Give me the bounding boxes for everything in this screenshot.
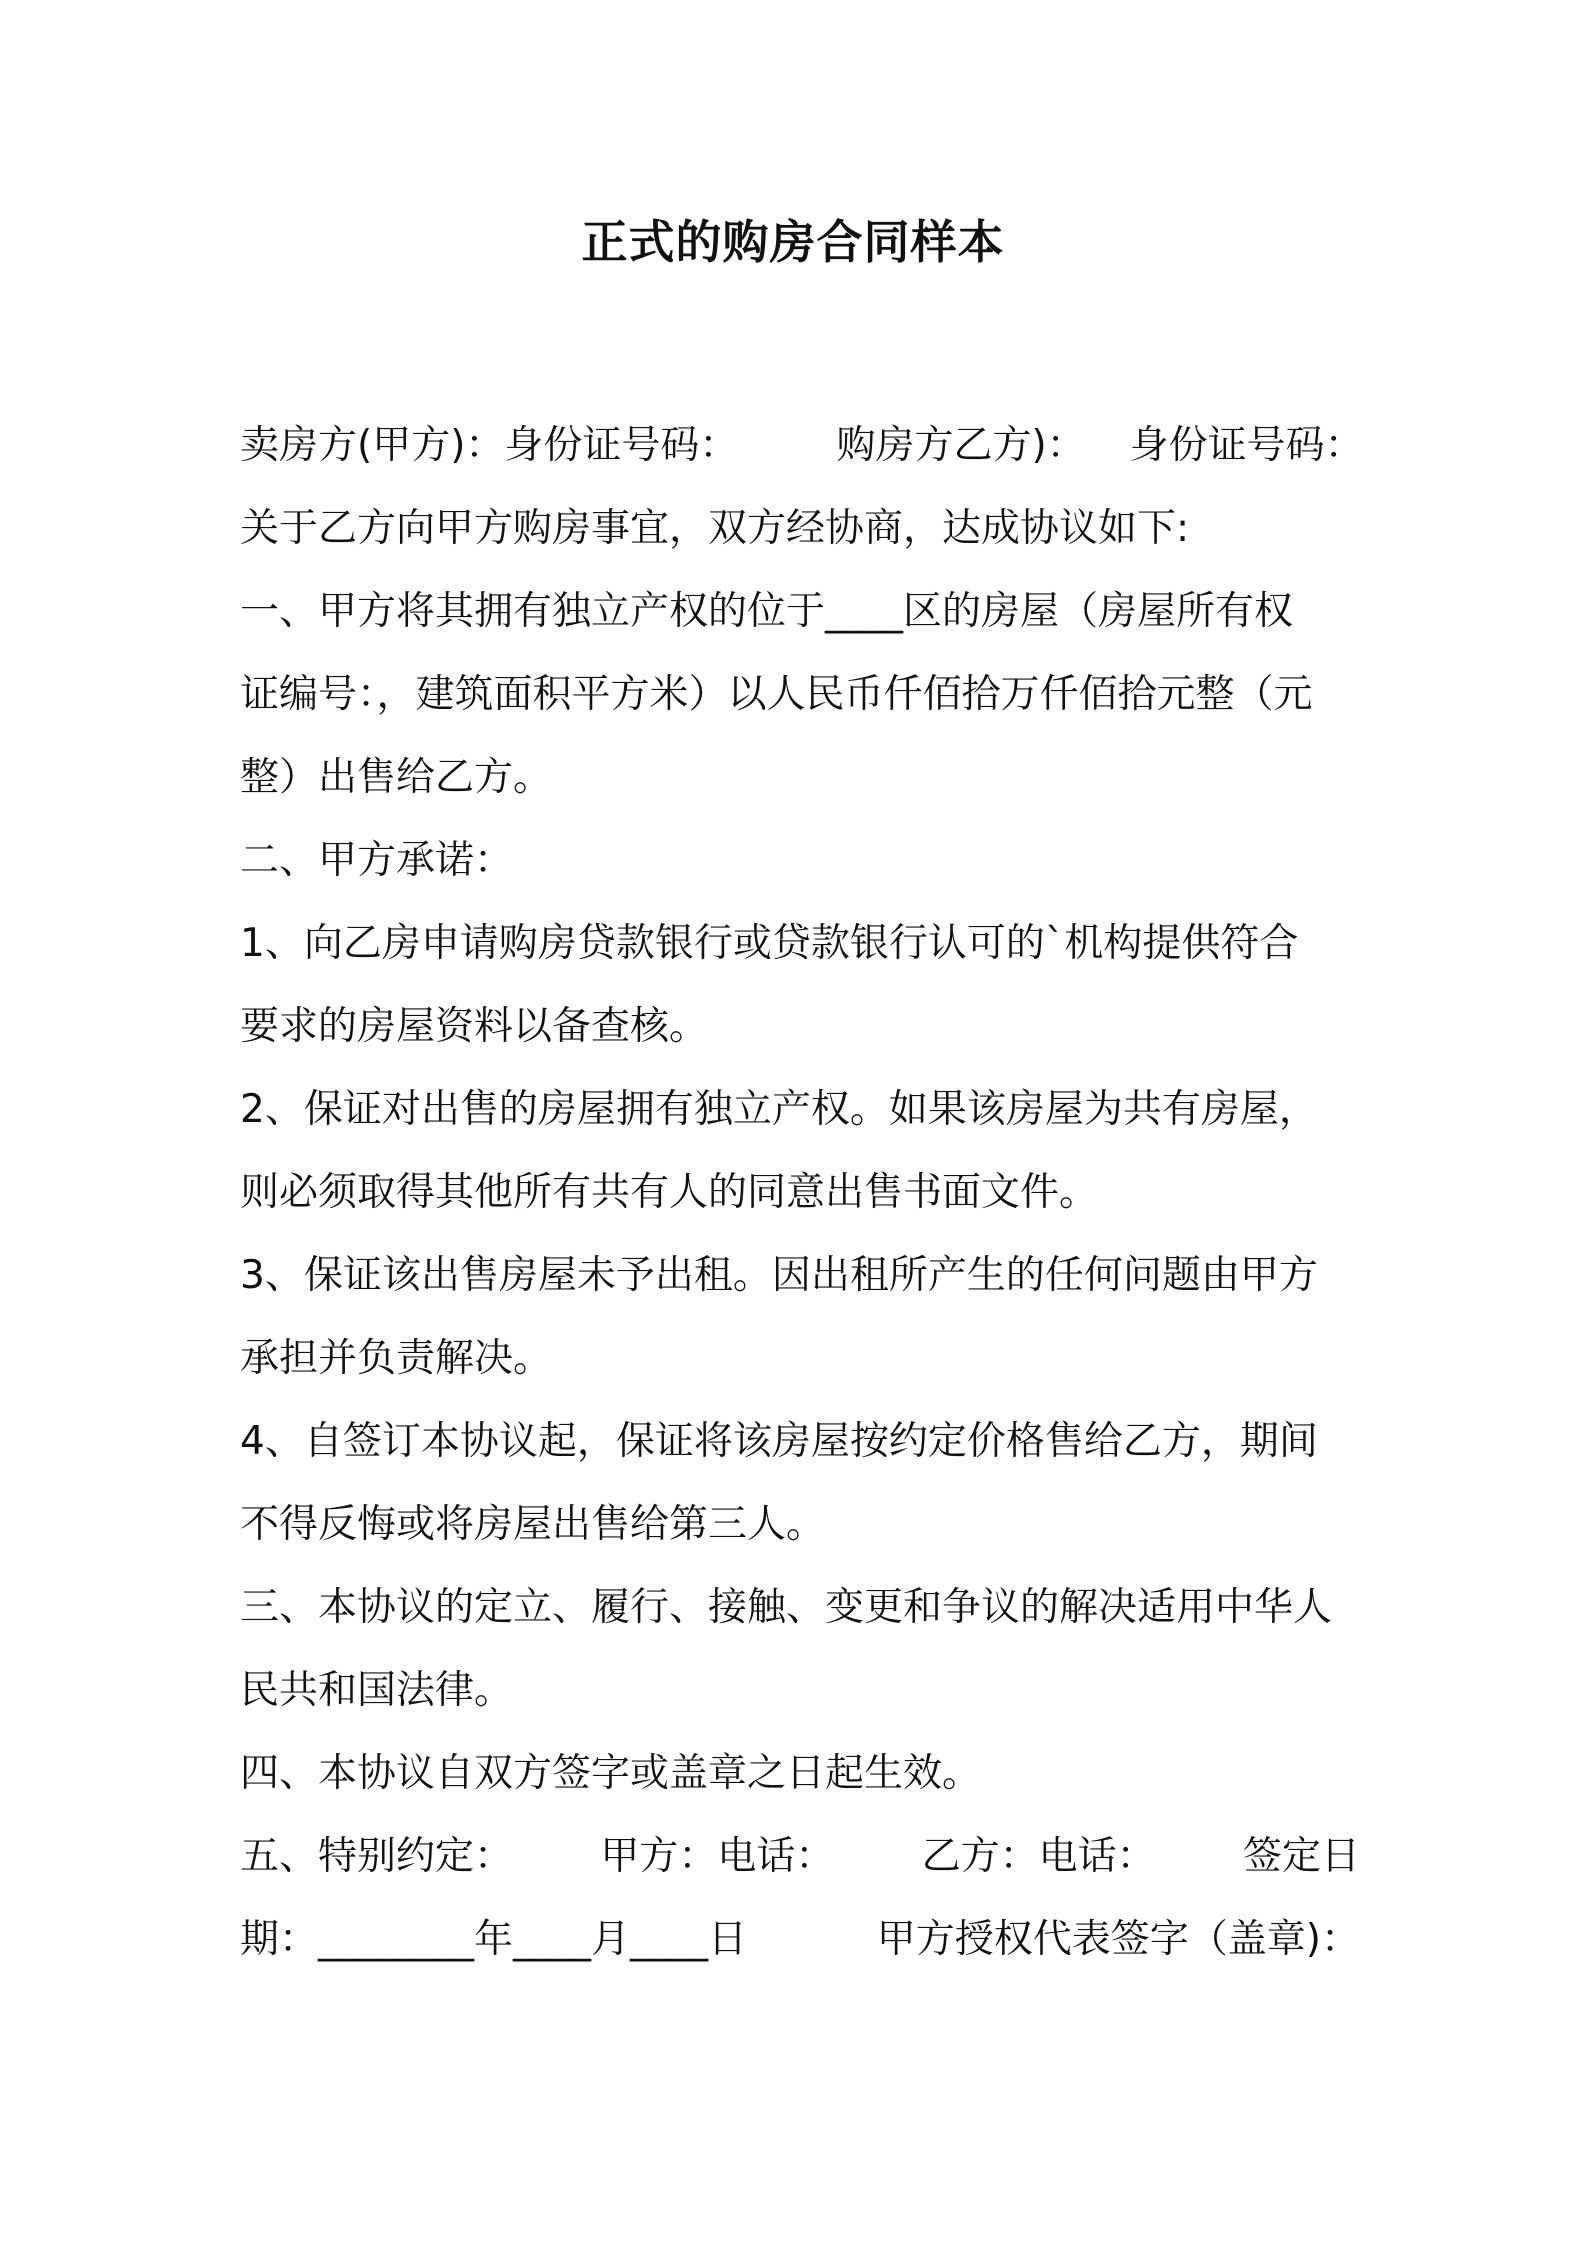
- clause-3-line-2: 民共和国法律。: [240, 1668, 514, 1713]
- item-2-line-2: 则必须取得其他所有共有人的同意出售书面文件。: [240, 1170, 1099, 1215]
- representative-signature-label: 甲方授权代表签字（盖章)：: [876, 1917, 1360, 1962]
- clause-1-line-1: 一、甲方将其拥有独立产权的位于____区的房屋（房屋所有权: [240, 589, 1294, 634]
- document-title: 正式的购房合同样本: [581, 215, 1005, 269]
- party-b-phone-label: 乙方：电话：: [921, 1834, 1156, 1879]
- item-4-line-1: 4、自签订本协议起，保证将该房屋按约定价格售给乙方，期间: [240, 1419, 1318, 1464]
- buyer-label: 购房方乙方)：: [836, 423, 1086, 468]
- clause-3-line-1: 三、本协议的定立、履行、接触、变更和争议的解决适用中华人: [240, 1585, 1333, 1630]
- document-body: [240, 404, 1364, 1981]
- intro-line: 关于乙方向甲方购房事宜，双方经协商，达成协议如下:: [240, 506, 1190, 551]
- clause-4-line: 四、本协议自双方签字或盖章之日起生效。: [240, 1751, 982, 1796]
- item-3-line-2: 承担并负责解决。: [240, 1336, 553, 1381]
- item-1-line-2: 要求的房屋资料以备查核。: [240, 1004, 709, 1049]
- item-3-line-1: 3、保证该出售房屋未予出租。因出租所产生的任何问题由甲方: [240, 1253, 1318, 1298]
- clause-1-line-3: 整）出售给乙方。: [240, 755, 553, 800]
- parties-line: [240, 404, 1364, 487]
- sign-date-field: 期：________年____月____日: [240, 1917, 748, 1962]
- party-a-phone-label: 甲方：电话：: [600, 1834, 835, 1879]
- clause-2-heading: 二、甲方承诺：: [240, 838, 514, 883]
- item-1-line-1: 1、向乙房申请购房贷款银行或贷款银行认可的`机构提供符合: [240, 921, 1299, 966]
- sign-date-label-start: 签定日: [1242, 1834, 1360, 1879]
- buyer-id-label: 身份证号码：: [1129, 423, 1364, 468]
- seller-id-label: 卖房方(甲方)：身份证号码：: [240, 423, 739, 468]
- clause-1-line-2: 证编号：，建筑面积平方米）以人民币仟佰拾万仟佰拾元整（元: [240, 672, 1313, 717]
- signature-line: [240, 1898, 1360, 1981]
- item-2-line-1: 2、保证对出售的房屋拥有独立产权。如果该房屋为共有房屋，: [240, 1087, 1318, 1132]
- clause-5-line: [240, 1815, 1360, 1898]
- item-4-line-2: 不得反悔或将房屋出售给第三人。: [240, 1502, 826, 1547]
- special-agreement-label: 五、特别约定：: [240, 1834, 514, 1879]
